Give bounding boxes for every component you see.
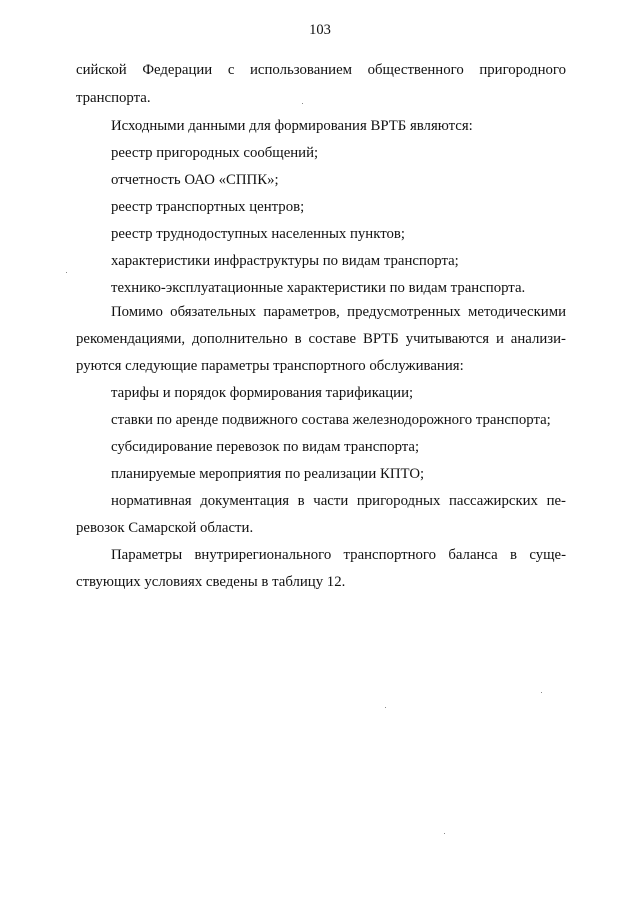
list-item: нормативная документация в части пригородных пассажирских пе- [111,493,566,509]
scan-speck [444,833,445,834]
scan-speck [385,707,386,708]
list-item: тарифы и порядок формирования тарификации; [111,385,414,401]
list-item: реестр труднодоступных населенных пунктов; [111,226,405,242]
text-line: рекомендациями, дополнительно в составе ВРТБ учитываются и анализи- [76,331,566,347]
list-item: планируемые мероприятия по реализации КПТО; [111,466,425,482]
scan-speck [66,272,67,273]
list-item: технико-эксплуатационные характеристики по видам транспорта. [111,280,526,296]
text-line: руются следующие параметры транспортного обслуживания: [76,358,464,374]
text-line: ревозок Самарской области. [76,520,254,536]
page-number: 103 [309,22,331,38]
list-item: характеристики инфраструктуры по видам транспорта; [111,253,459,269]
text-line: Исходными данными для формирования ВРТБ являются: [111,118,473,134]
scan-speck [302,103,303,104]
text-line: ствующих условиях сведены в таблицу 12. [76,574,346,590]
list-item: реестр транспортных центров; [111,199,305,215]
text-line: сийской Федерации с использованием общественного пригородного [76,62,566,78]
text-line: транспорта. [76,90,151,106]
list-item: реестр пригородных сообщений; [111,145,319,161]
text-line: Параметры внутрирегионального транспортного баланса в суще- [111,547,566,563]
text-line: Помимо обязательных параметров, предусмотренных методическими [111,304,566,320]
list-item: отчетность ОАО «СППК»; [111,172,279,188]
scan-speck [541,692,542,693]
list-item: субсидирование перевозок по видам транспорта; [111,439,420,455]
list-item: ставки по аренде подвижного состава железнодорожного транспорта; [111,412,551,428]
